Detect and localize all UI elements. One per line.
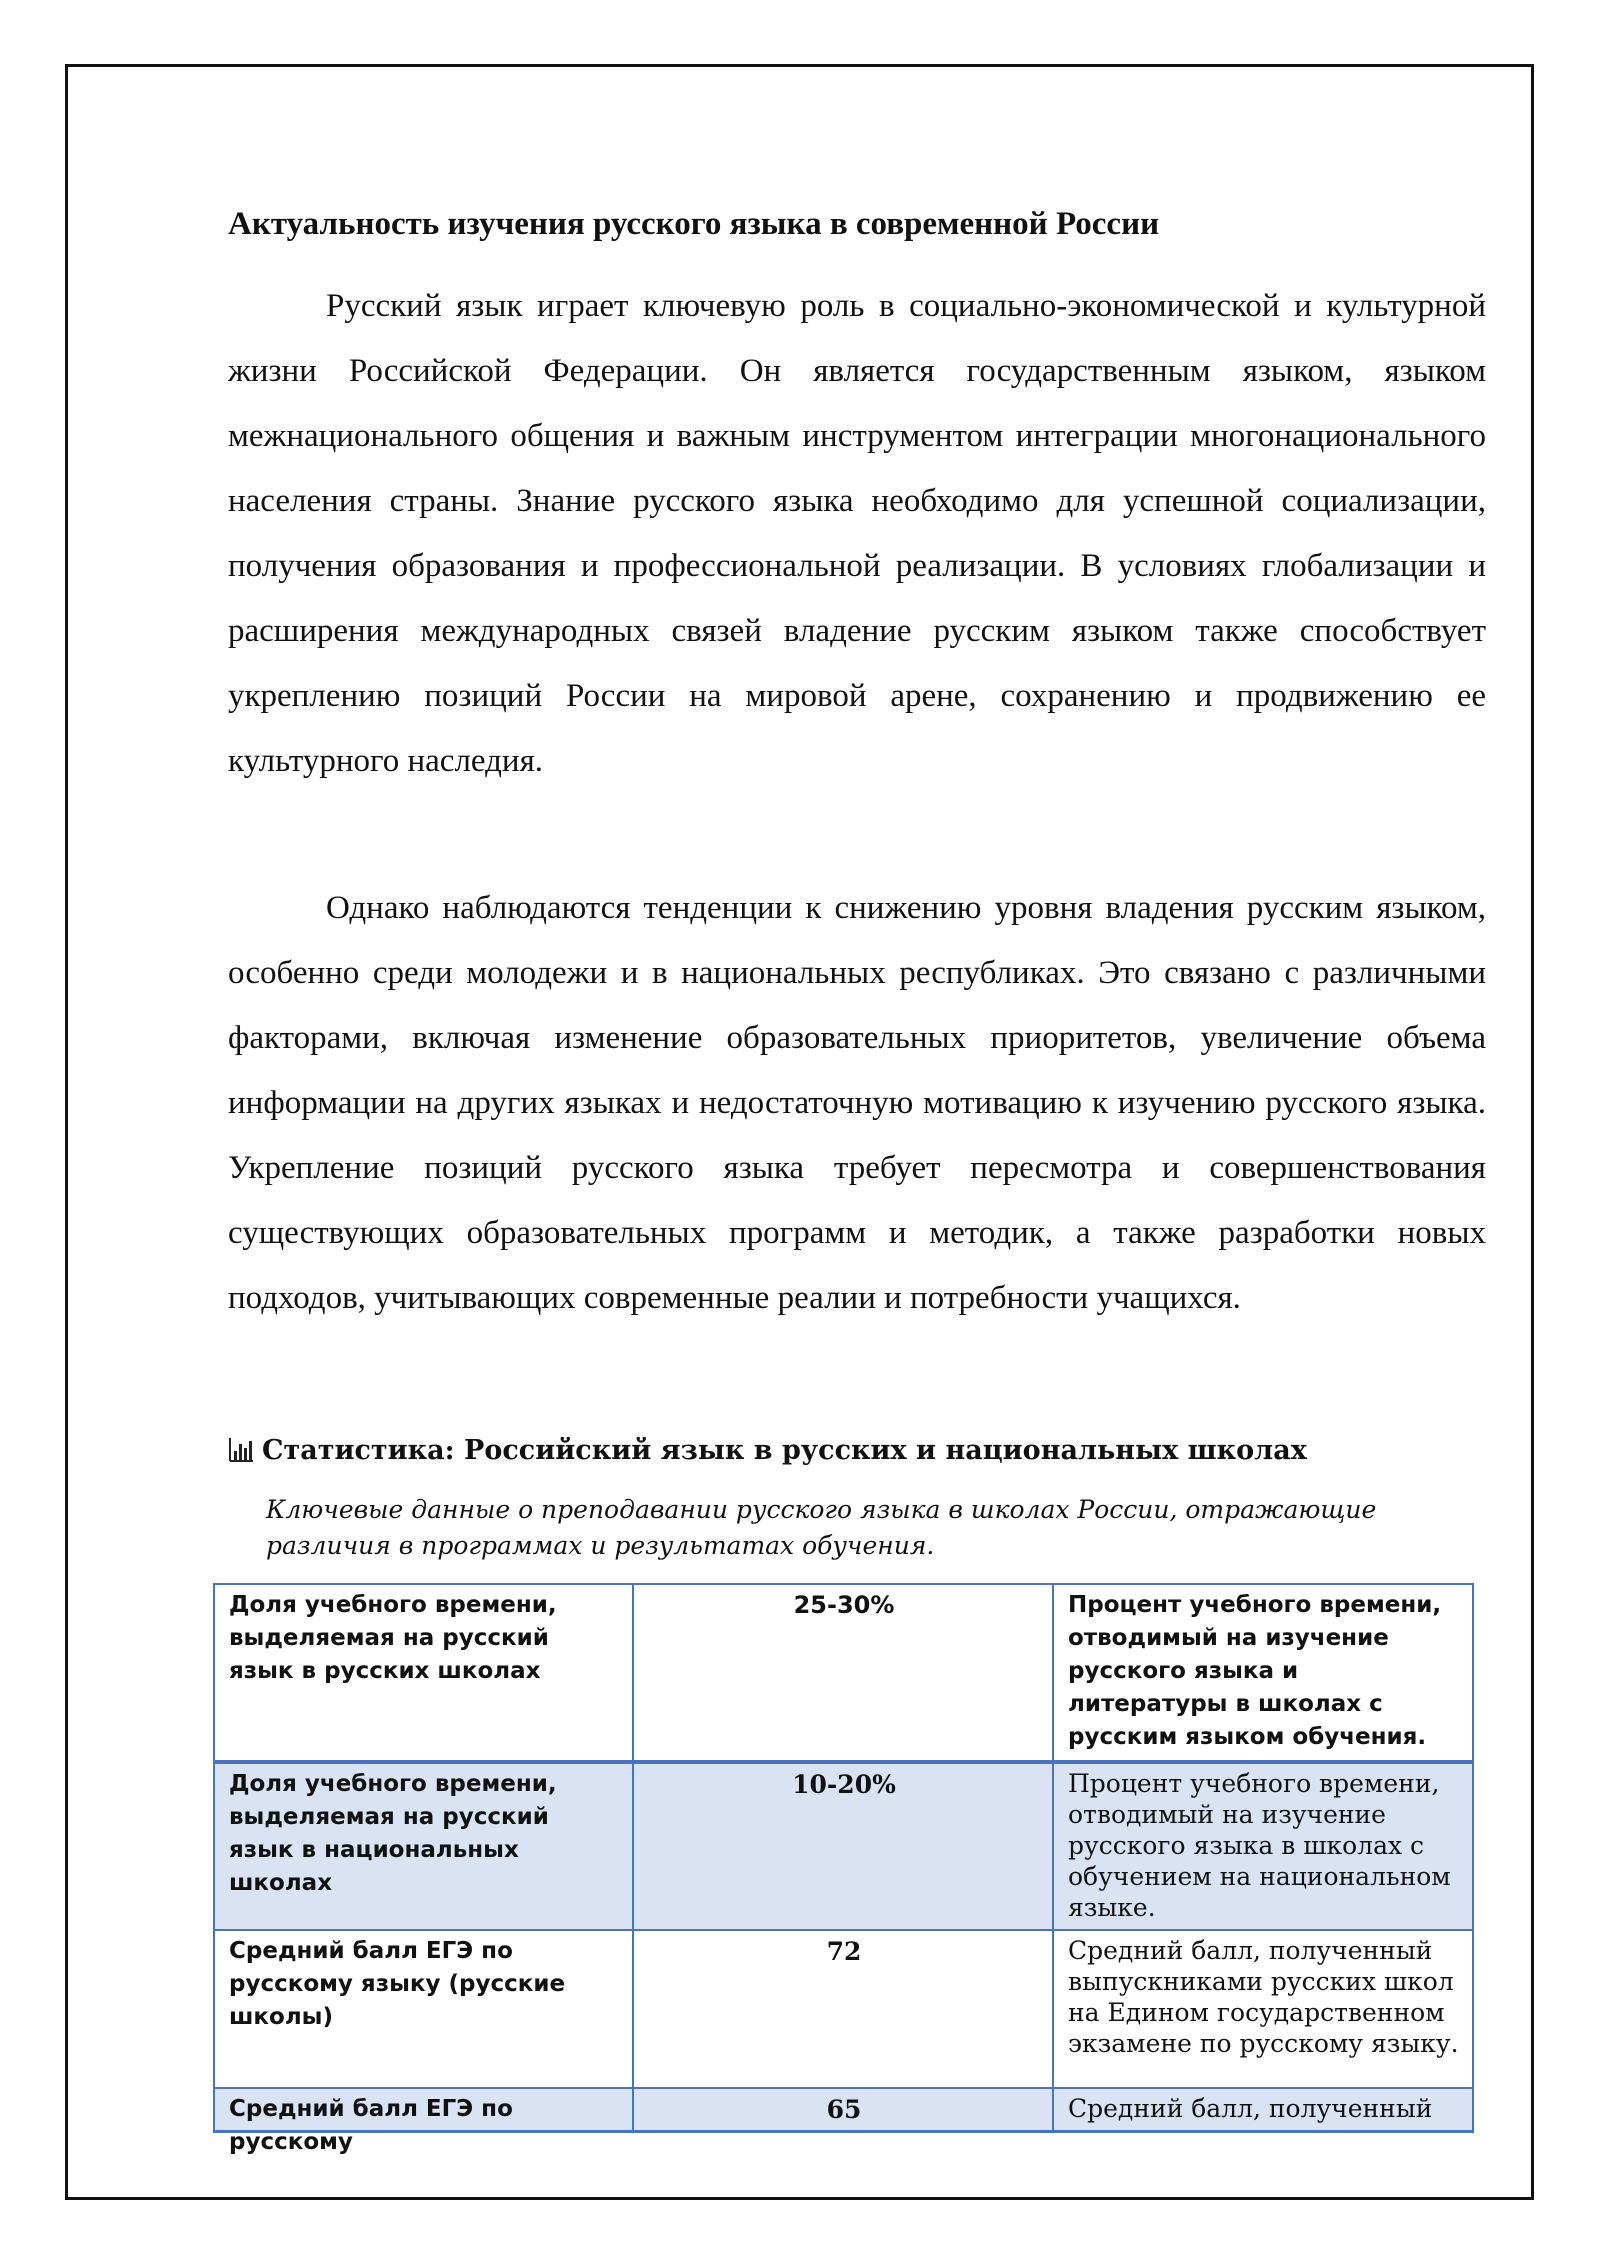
row-name: Средний балл ЕГЭ по русскому языку (русские школы) bbox=[214, 1930, 633, 2088]
table-row bbox=[214, 2088, 1473, 2132]
row-name bbox=[214, 2088, 633, 2155]
row-description: Процент учебного времени, отводимый на изучение русского языка и литературы в школах с русским языком обучения. bbox=[1053, 1584, 1473, 1762]
row-value: 25-30% bbox=[633, 1584, 1053, 1762]
row-name: Доля учебного времени, выделяемая на русский язык в русских школах bbox=[214, 1584, 633, 1762]
row-description: Средний балл, полученный выпускниками русских школ на Едином государственном экзамене по русскому языку. bbox=[1053, 1930, 1473, 2088]
statistics-title-block bbox=[228, 1432, 1468, 1474]
row-value: 72 bbox=[633, 1930, 1053, 2088]
table-row bbox=[214, 1584, 1473, 1762]
row-name: Доля учебного времени, выделяемая на русский язык в национальных школах bbox=[214, 1762, 633, 1930]
statistics-table bbox=[213, 1583, 1474, 2155]
row-value: 10-20% bbox=[633, 1762, 1053, 1930]
bar-chart-icon bbox=[228, 1436, 254, 1474]
row-name-text: Средний балл ЕГЭ по русскому bbox=[229, 2096, 513, 2155]
row-description: Процент учебного времени, отводимый на изучение русского языка в школах с обучением на национальном языке. bbox=[1053, 1762, 1473, 1930]
statistics-description: Ключевые данные о преподавании русского языка в школах России, отражающие различия в программах и результатах обучения. bbox=[266, 1495, 1377, 1560]
row-description-text: Средний балл, полученный bbox=[1068, 2094, 1433, 2123]
row-value-text: 65 bbox=[826, 2095, 862, 2124]
document-heading: Актуальность изучения русского языка в современной России bbox=[228, 206, 1160, 242]
table-row bbox=[214, 1930, 1473, 2088]
table-row bbox=[214, 1762, 1473, 1930]
paragraph-1: Русский язык играет ключевую роль в социально-экономической и культурной жизни Российской Федерации. Он является государственным языком, языком межнационального общения и важным инструментом интеграции многонационального населения страны. Знание русского языка необходимо для успешной социализации, получения образования и профессиональной реализации. В условиях глобализации и расширения международных связей владение русским языком также способствует укреплению позиций России на мировой арене, сохранению и продвижению ее культурного наследия. bbox=[228, 288, 1486, 779]
row-description bbox=[1053, 2088, 1473, 2132]
row-value bbox=[633, 2088, 1053, 2132]
statistics-title: Статистика: Российский язык в русских и национальных школах bbox=[262, 1435, 1307, 1466]
paragraph-2: Однако наблюдаются тенденции к снижению уровня владения русским языком, особенно среди молодежи и в национальных республиках. Это связано с различными факторами, включая изменение образовательных приоритетов, увеличение объема информации на других языках и недостаточную мотивацию к изучению русского языка. Укрепление позиций русского языка требует пересмотра и совершенствования существующих образовательных программ и методик, а также разработки новых подходов, учитывающих современные реалии и потребности учащихся. bbox=[228, 890, 1486, 1316]
